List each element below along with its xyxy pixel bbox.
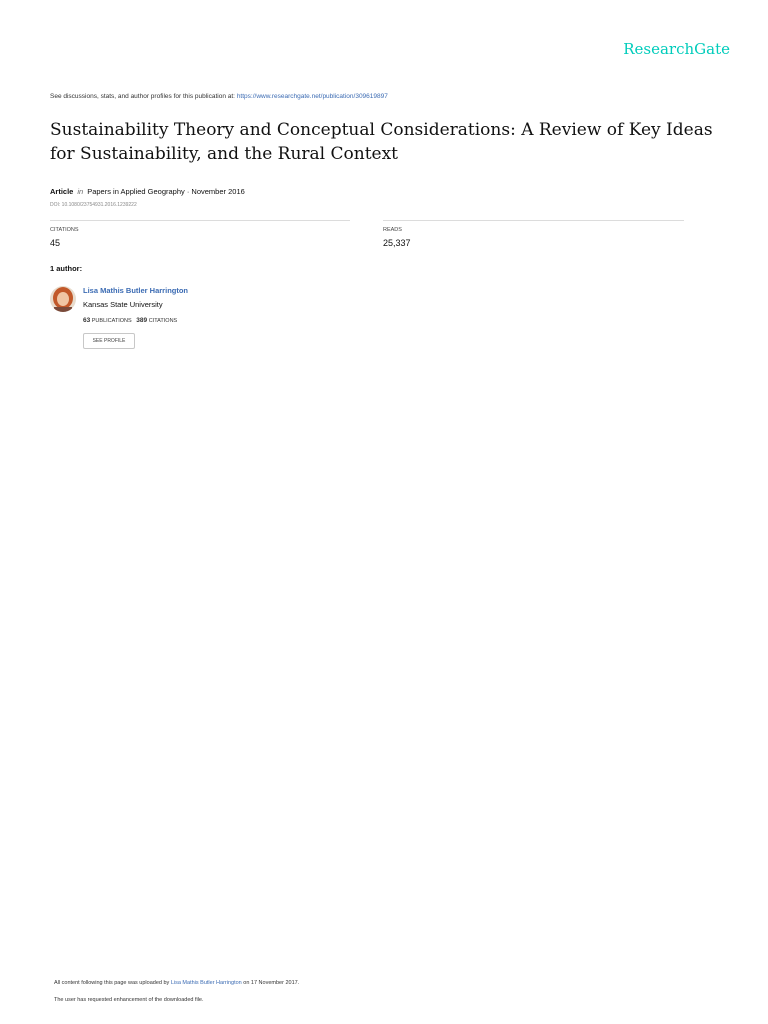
- author-citations-count: 389: [136, 317, 148, 324]
- reads-divider: [383, 220, 684, 221]
- discussion-text: See discussions, stats, and author profiles for this publication at:: [50, 93, 235, 100]
- citations-divider: [50, 220, 350, 221]
- reads-value: 25,337: [383, 238, 411, 248]
- in-label: in: [77, 187, 84, 196]
- author-institution: Kansas State University: [83, 300, 163, 309]
- citations-value: 45: [50, 238, 61, 248]
- upload-prefix: All content following this page was uploaded by: [54, 980, 170, 986]
- publications-count: 63: [83, 317, 91, 324]
- citations-label: CITATIONS: [50, 227, 79, 233]
- journal-date[interactable]: Papers in Applied Geography · November 2016: [87, 187, 245, 196]
- article-title: Sustainability Theory and Conceptual Considerations: A Review of Key Ideas for Sustainability, and the Rural Context: [50, 120, 713, 164]
- publications-label: PUBLICATIONS: [91, 318, 132, 324]
- author-stats: [83, 317, 177, 324]
- researchgate-logo[interactable]: ResearchGate: [623, 40, 730, 58]
- author-avatar[interactable]: [50, 286, 76, 312]
- article-meta: [50, 187, 245, 196]
- discussion-note: [50, 93, 388, 100]
- upload-note: [54, 980, 299, 986]
- author-count: 1 author:: [50, 264, 83, 273]
- author-citations-label: CITATIONS: [148, 318, 178, 324]
- uploader-link[interactable]: Lisa Mathis Butler Harrington: [170, 980, 242, 986]
- enhancement-note: The user has requested enhancement of the downloaded file.: [54, 997, 204, 1003]
- upload-suffix: on 17 November 2017.: [243, 980, 300, 986]
- see-profile-button[interactable]: SEE PROFILE: [83, 333, 135, 349]
- publication-url-link[interactable]: https://www.researchgate.net/publication/309619897: [236, 93, 388, 100]
- author-photo-icon: [50, 286, 76, 312]
- article-type: Article: [50, 187, 74, 196]
- author-name-link[interactable]: Lisa Mathis Butler Harrington: [83, 286, 189, 295]
- reads-label: READS: [383, 227, 402, 233]
- doi-text: DOI: 10.1080/23754931.2016.1239222: [50, 202, 137, 208]
